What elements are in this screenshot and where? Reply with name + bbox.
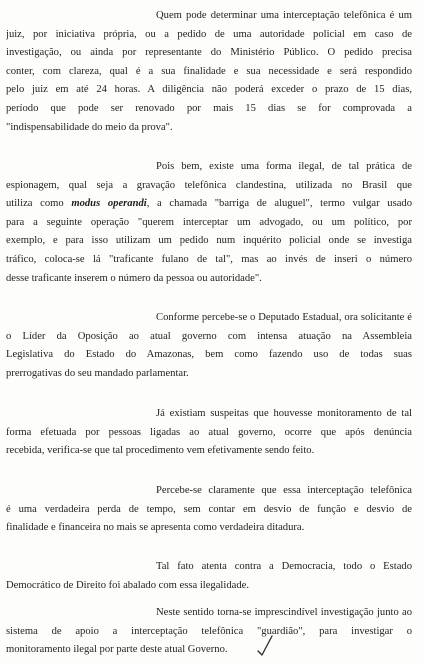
text-line: Legislativa do Estado do Amazonas, bem como fazendo uso de todas suas [6, 349, 412, 361]
text-line: "indispensabilidade do meio da prova". [6, 121, 173, 133]
text-line: finalidade e financeira no mais se apresenta como verdadeira ditadura. [6, 522, 305, 534]
text-line: forma efetuada por pessoas ligadas ao atual governo, ocorre que após denúncia [6, 426, 412, 438]
text-line: Já existiam suspeitas que houvesse monitoramento de tal [156, 408, 412, 419]
text-line: para a seguinte operação "querem interceptar um advogado, ou um político, por [6, 216, 412, 228]
text-line: Democrático de Direito foi abalado com essa ilegalidade. [6, 579, 249, 591]
text-line: Quem pode determinar uma interceptação telefônica é um [156, 10, 412, 21]
text-segment: utiliza como [6, 198, 72, 210]
paragraph-suspicions [6, 405, 412, 461]
text-line: prerrogativas do seu mandado parlamentar. [6, 367, 189, 379]
text-line: sistema de apoio a interceptação telefônica "guardião", para investigar o [6, 625, 412, 637]
text-line: Neste sentido torna-se imprescindível investigação junto ao [156, 607, 412, 618]
text-line: juiz, por iniciativa própria, ou a pedido de uma autoridade policial em caso de [6, 28, 412, 40]
paragraph-democracy [6, 558, 412, 595]
text-line: Tal fato atenta contra a Democracia, todo o Estado [156, 561, 412, 572]
text-line: Conforme percebe-se o Deputado Estadual, ora solicitante é [156, 312, 412, 323]
paragraph-waste-of-time [6, 482, 412, 538]
text-line: período que pode ser renovado por mais 15 dias se for comprovada a [6, 102, 412, 114]
text-line: Pois bem, existe uma forma ilegal, de tal prática de [156, 161, 412, 172]
text-line: Percebe-se claramente que essa interceptação telefônica [156, 485, 412, 496]
handwritten-check-mark-icon [256, 634, 274, 656]
text-line-modus-operandi [6, 195, 412, 214]
paragraph-deputy-role [6, 309, 412, 383]
text-segment: , a chamada "barriga de aluguel", termo vulgar usado [146, 198, 412, 210]
text-line: monitoramento ilegal por parte deste atual Governo. [6, 644, 228, 656]
text-line: é uma verdadeira perda de tempo, sem contar em desvio de função e desvio de [6, 503, 412, 515]
paragraph-interception-authority [6, 7, 412, 137]
emphasis-modus-operandi: modus operandi [71, 198, 147, 210]
text-line: conter, com clareza, qual é a sua finalidade e sua necessidade e será respondido [6, 65, 412, 77]
text-line: desse traficante inserem o número da pessoa ou autoridade". [6, 272, 262, 284]
text-line: recebida, verifica-se que tal procedimento vem efetivamente sendo feito. [6, 445, 315, 457]
text-line: pelo juiz em até 24 horas. A diligência não poderá exceder o prazo de 15 dias, [6, 84, 412, 96]
text-line: espionagem, qual seja a gravação telefônica clandestina, utilizada no Brasil que [6, 179, 412, 191]
text-line: o Líder da Oposição ao atual governo com intensa atuação na Assembleia [6, 330, 412, 342]
text-line: investigação, ou ainda por representante do Ministério Público. O pedido precisa [6, 47, 412, 59]
text-line: exemplo, e para isso utilizam um pedido num inquérito policial onde se investiga [6, 235, 412, 247]
paragraph-illegal-espionage [6, 158, 412, 288]
text-line: tráfico, coloca-se lá "traficante fulano de tal", mas ao invés de inseri o número [6, 253, 412, 265]
paragraph-investigation-request [6, 604, 412, 660]
